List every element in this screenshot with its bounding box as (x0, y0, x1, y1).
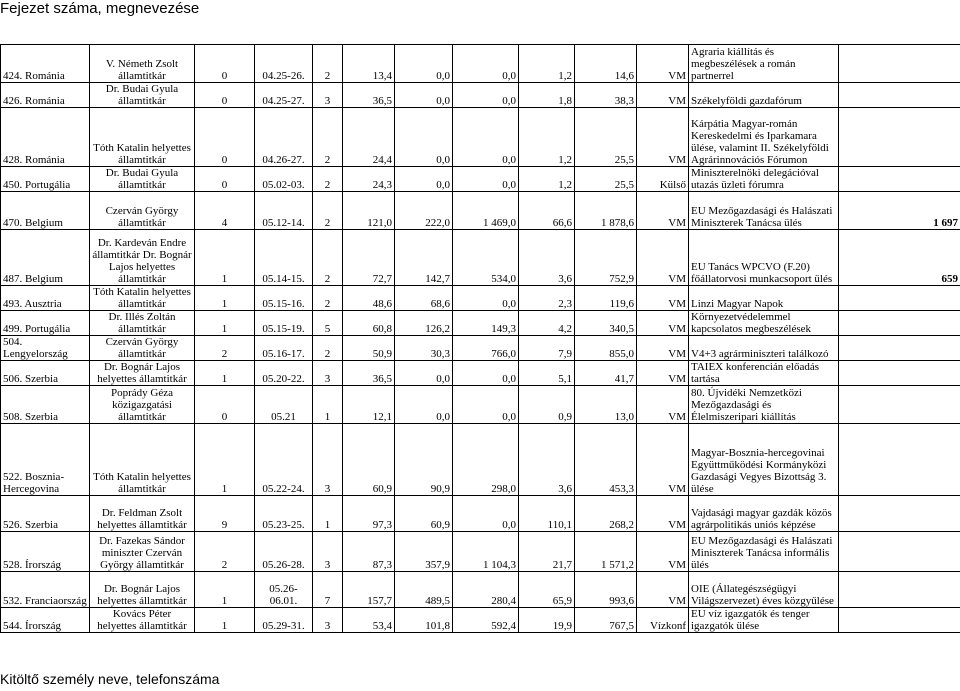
date-cell: 04.25-27. (255, 83, 313, 108)
person-cell: Dr. Feldman Zsolt helyettes államtitkár (90, 496, 195, 532)
date-cell: 05.20-22. (255, 361, 313, 386)
sum-cell (839, 608, 960, 633)
date-cell: 04.25-26. (255, 45, 313, 83)
cost-2-cell: 142,7 (395, 230, 453, 286)
cost-2-cell: 222,0 (395, 192, 453, 230)
note-cell: Környezetvédelemmel kapcsolatos megbeszélések (689, 311, 839, 336)
type-cell: Külső (637, 167, 689, 192)
table-row (1, 361, 960, 386)
footer-contact-label: Kitöltő személy neve, telefonszáma (0, 671, 220, 687)
sum-cell (839, 336, 960, 361)
date-cell: 05.15-19. (255, 311, 313, 336)
count-cell: 1 (195, 608, 255, 633)
type-cell: VM (637, 108, 689, 167)
cost-1-cell: 53,4 (343, 608, 395, 633)
days-cell: 2 (313, 167, 343, 192)
cost-4-cell: 65,9 (519, 572, 575, 608)
type-cell: VM (637, 192, 689, 230)
cost-total-cell: 13,0 (575, 386, 637, 424)
days-cell: 3 (313, 608, 343, 633)
type-cell: VM (637, 496, 689, 532)
sum-cell (839, 108, 960, 167)
count-cell: 0 (195, 386, 255, 424)
cost-4-cell: 0,9 (519, 386, 575, 424)
sum-cell (839, 424, 960, 496)
row-id-cell: 470. Belgium (1, 192, 90, 230)
table-row (1, 336, 960, 361)
cost-total-cell: 41,7 (575, 361, 637, 386)
cost-2-cell: 0,0 (395, 45, 453, 83)
person-cell: Tóth Katalin helyettes államtitkár (90, 286, 195, 311)
cost-3-cell: 298,0 (453, 424, 519, 496)
cost-4-cell: 2,3 (519, 286, 575, 311)
person-cell: V. Németh Zsolt államtitkár (90, 45, 195, 83)
days-cell: 1 (313, 496, 343, 532)
sum-cell (839, 532, 960, 572)
count-cell: 0 (195, 108, 255, 167)
cost-3-cell: 149,3 (453, 311, 519, 336)
row-id-cell: 487. Belgium (1, 230, 90, 286)
note-cell: EU víz igazgatók és tenger igazgatók ülése (689, 608, 839, 633)
note-cell: Magyar-Bosznia-hercegovinai Együttműködési Kormányközi Gazdasági Vegyes Bizottság 3. ülése (689, 424, 839, 496)
count-cell: 1 (195, 361, 255, 386)
days-cell: 7 (313, 572, 343, 608)
sum-cell (839, 311, 960, 336)
table-row (1, 167, 960, 192)
sum-cell: 1 697 (839, 192, 960, 230)
cost-2-cell: 0,0 (395, 361, 453, 386)
cost-1-cell: 12,1 (343, 386, 395, 424)
sum-cell (839, 167, 960, 192)
days-cell: 3 (313, 532, 343, 572)
cost-1-cell: 24,4 (343, 108, 395, 167)
days-cell: 3 (313, 83, 343, 108)
cost-4-cell: 21,7 (519, 532, 575, 572)
cost-3-cell: 0,0 (453, 167, 519, 192)
cost-3-cell: 0,0 (453, 361, 519, 386)
row-id-cell: 544. Írország (1, 608, 90, 633)
cost-total-cell: 25,5 (575, 108, 637, 167)
count-cell: 1 (195, 311, 255, 336)
cost-3-cell: 0,0 (453, 386, 519, 424)
table-row (1, 608, 960, 633)
note-cell: Miniszterelnöki delegációval utazás üzleti fórumra (689, 167, 839, 192)
count-cell: 0 (195, 167, 255, 192)
count-cell: 0 (195, 45, 255, 83)
cost-4-cell: 3,6 (519, 230, 575, 286)
date-cell: 05.02-03. (255, 167, 313, 192)
cost-4-cell: 3,6 (519, 424, 575, 496)
cost-2-cell: 357,9 (395, 532, 453, 572)
cost-2-cell: 101,8 (395, 608, 453, 633)
days-cell: 5 (313, 311, 343, 336)
cost-1-cell: 13,4 (343, 45, 395, 83)
cost-2-cell: 0,0 (395, 386, 453, 424)
cost-2-cell: 0,0 (395, 167, 453, 192)
sum-cell (839, 496, 960, 532)
table-row (1, 572, 960, 608)
cost-3-cell: 766,0 (453, 336, 519, 361)
table-row (1, 230, 960, 286)
cost-2-cell: 0,0 (395, 108, 453, 167)
note-cell: TAIEX konferencián előadás tartása (689, 361, 839, 386)
row-id-cell: 506. Szerbia (1, 361, 90, 386)
cost-4-cell: 5,1 (519, 361, 575, 386)
note-cell: Vajdasági magyar gazdák közös agrárpolitikás uniós képzése (689, 496, 839, 532)
cost-4-cell: 1,2 (519, 45, 575, 83)
count-cell: 2 (195, 532, 255, 572)
type-cell: VM (637, 230, 689, 286)
table-row (1, 311, 960, 336)
sum-cell (839, 45, 960, 83)
count-cell: 0 (195, 83, 255, 108)
cost-2-cell: 0,0 (395, 83, 453, 108)
cost-4-cell: 1,8 (519, 83, 575, 108)
cost-3-cell: 280,4 (453, 572, 519, 608)
type-cell: VM (637, 361, 689, 386)
cost-4-cell: 66,6 (519, 192, 575, 230)
note-cell: Agraria kiállítás és megbeszélések a román partnerrel (689, 45, 839, 83)
count-cell: 2 (195, 336, 255, 361)
table-row (1, 192, 960, 230)
sum-cell (839, 361, 960, 386)
table-row (1, 424, 960, 496)
cost-total-cell: 119,6 (575, 286, 637, 311)
person-cell: Dr. Bognár Lajos helyettes államtitkár (90, 361, 195, 386)
person-cell: Czerván György államtitkár (90, 336, 195, 361)
cost-total-cell: 38,3 (575, 83, 637, 108)
person-cell: Czerván György államtitkár (90, 192, 195, 230)
type-cell: VM (637, 424, 689, 496)
type-cell: VM (637, 572, 689, 608)
type-cell: VM (637, 45, 689, 83)
cost-total-cell: 752,9 (575, 230, 637, 286)
type-cell: VM (637, 386, 689, 424)
type-cell: Vízkonf (637, 608, 689, 633)
note-cell: Linzi Magyar Napok (689, 286, 839, 311)
days-cell: 2 (313, 45, 343, 83)
table-row (1, 286, 960, 311)
row-id-cell: 428. Románia (1, 108, 90, 167)
note-cell: EU Tanács WPCVO (F.20) főállatorvosi munkacsoport ülés (689, 230, 839, 286)
person-cell: Dr. Kardeván Endre államtitkár Dr. Bognár Lajos helyettes államtitkár (90, 230, 195, 286)
cost-1-cell: 36,5 (343, 361, 395, 386)
note-cell: 80. Újvidéki Nemzetközi Mezőgazdasági és Élelmiszeripari kiállítás (689, 386, 839, 424)
count-cell: 1 (195, 230, 255, 286)
table-row (1, 108, 960, 167)
date-cell: 05.16-17. (255, 336, 313, 361)
note-cell: EU Mezőgazdasági és Halászati Miniszterek Tanácsa informális ülés (689, 532, 839, 572)
note-cell: Székelyföldi gazdafórum (689, 83, 839, 108)
row-id-cell: 504. Lengyelország (1, 336, 90, 361)
cost-1-cell: 60,9 (343, 424, 395, 496)
cost-2-cell: 126,2 (395, 311, 453, 336)
person-cell: Kovács Péter helyettes államtitkár (90, 608, 195, 633)
cost-3-cell: 0,0 (453, 496, 519, 532)
cost-1-cell: 50,9 (343, 336, 395, 361)
cost-2-cell: 489,5 (395, 572, 453, 608)
date-cell: 05.15-16. (255, 286, 313, 311)
days-cell: 3 (313, 424, 343, 496)
cost-2-cell: 30,3 (395, 336, 453, 361)
row-id-cell: 508. Szerbia (1, 386, 90, 424)
table-row (1, 532, 960, 572)
date-cell: 05.26-28. (255, 532, 313, 572)
cost-1-cell: 36,5 (343, 83, 395, 108)
note-cell: Kárpátia Magyar-román Kereskedelmi és Iparkamara ülése, valamint II. Székelyföldi Agrárinnovációs Fórumon (689, 108, 839, 167)
cost-3-cell: 0,0 (453, 286, 519, 311)
table-row (1, 45, 960, 83)
cost-1-cell: 24,3 (343, 167, 395, 192)
cost-4-cell: 4,2 (519, 311, 575, 336)
cost-3-cell: 0,0 (453, 108, 519, 167)
cost-total-cell: 25,5 (575, 167, 637, 192)
cost-4-cell: 19,9 (519, 608, 575, 633)
days-cell: 2 (313, 336, 343, 361)
days-cell: 2 (313, 230, 343, 286)
cost-3-cell: 592,4 (453, 608, 519, 633)
days-cell: 3 (313, 361, 343, 386)
row-id-cell: 450. Portugália (1, 167, 90, 192)
note-cell: EU Mezőgazdasági és Halászati Miniszterek Tanácsa ülés (689, 192, 839, 230)
cost-1-cell: 72,7 (343, 230, 395, 286)
cost-total-cell: 1 878,6 (575, 192, 637, 230)
cost-1-cell: 48,6 (343, 286, 395, 311)
days-cell: 2 (313, 286, 343, 311)
count-cell: 1 (195, 424, 255, 496)
cost-total-cell: 340,5 (575, 311, 637, 336)
person-cell: Dr. Budai Gyula államtitkár (90, 167, 195, 192)
cost-1-cell: 87,3 (343, 532, 395, 572)
person-cell: Dr. Bognár Lajos helyettes államtitkár (90, 572, 195, 608)
cost-3-cell: 534,0 (453, 230, 519, 286)
person-cell: Tóth Katalin helyettes államtitkár (90, 424, 195, 496)
sum-cell (839, 83, 960, 108)
cost-3-cell: 0,0 (453, 45, 519, 83)
cost-1-cell: 60,8 (343, 311, 395, 336)
cost-1-cell: 97,3 (343, 496, 395, 532)
date-cell: 05.12-14. (255, 192, 313, 230)
days-cell: 2 (313, 192, 343, 230)
cost-4-cell: 1,2 (519, 167, 575, 192)
date-cell: 05.29-31. (255, 608, 313, 633)
row-id-cell: 526. Szerbia (1, 496, 90, 532)
count-cell: 1 (195, 572, 255, 608)
count-cell: 4 (195, 192, 255, 230)
note-cell: V4+3 agrárminiszteri találkozó (689, 336, 839, 361)
date-cell: 05.14-15. (255, 230, 313, 286)
days-cell: 1 (313, 386, 343, 424)
delegation-table (0, 44, 960, 633)
cost-3-cell: 1 469,0 (453, 192, 519, 230)
cost-total-cell: 1 571,2 (575, 532, 637, 572)
row-id-cell: 532. Franciaország (1, 572, 90, 608)
date-cell: 05.23-25. (255, 496, 313, 532)
row-id-cell: 493. Ausztria (1, 286, 90, 311)
cost-total-cell: 453,3 (575, 424, 637, 496)
sum-cell (839, 286, 960, 311)
cost-4-cell: 7,9 (519, 336, 575, 361)
table-row (1, 386, 960, 424)
table-row (1, 496, 960, 532)
row-id-cell: 426. Románia (1, 83, 90, 108)
cost-total-cell: 268,2 (575, 496, 637, 532)
cost-total-cell: 14,6 (575, 45, 637, 83)
cost-4-cell: 110,1 (519, 496, 575, 532)
cost-total-cell: 767,5 (575, 608, 637, 633)
row-id-cell: 499. Portugália (1, 311, 90, 336)
table-row (1, 83, 960, 108)
cost-2-cell: 60,9 (395, 496, 453, 532)
days-cell: 2 (313, 108, 343, 167)
sum-cell (839, 572, 960, 608)
count-cell: 9 (195, 496, 255, 532)
person-cell: Poprády Géza közigazgatási államtitkár (90, 386, 195, 424)
cost-3-cell: 1 104,3 (453, 532, 519, 572)
cost-4-cell: 1,2 (519, 108, 575, 167)
type-cell: VM (637, 83, 689, 108)
date-cell: 05.21 (255, 386, 313, 424)
person-cell: Tóth Katalin helyettes államtitkár (90, 108, 195, 167)
count-cell: 1 (195, 286, 255, 311)
cost-2-cell: 68,6 (395, 286, 453, 311)
cost-total-cell: 993,6 (575, 572, 637, 608)
date-cell: 05.22-24. (255, 424, 313, 496)
date-cell: 05.26-06.01. (255, 572, 313, 608)
date-cell: 04.26-27. (255, 108, 313, 167)
person-cell: Dr. Fazekas Sándor miniszter Czerván György államtitkár (90, 532, 195, 572)
cost-1-cell: 121,0 (343, 192, 395, 230)
sum-cell: 659 (839, 230, 960, 286)
row-id-cell: 522. Bosznia-Hercegovina (1, 424, 90, 496)
row-id-cell: 528. Írország (1, 532, 90, 572)
cost-2-cell: 90,9 (395, 424, 453, 496)
type-cell: VM (637, 336, 689, 361)
page-title: Fejezet száma, megnevezése (0, 0, 200, 17)
cost-3-cell: 0,0 (453, 83, 519, 108)
sum-cell (839, 386, 960, 424)
person-cell: Dr. Budai Gyula államtitkár (90, 83, 195, 108)
cost-1-cell: 157,7 (343, 572, 395, 608)
type-cell: VM (637, 311, 689, 336)
cost-total-cell: 855,0 (575, 336, 637, 361)
row-id-cell: 424. Románia (1, 45, 90, 83)
person-cell: Dr. Illés Zoltán államtitkár (90, 311, 195, 336)
type-cell: VM (637, 532, 689, 572)
note-cell: OIE (Állategészségügyi Világszervezet) éves közgyűlése (689, 572, 839, 608)
type-cell: VM (637, 286, 689, 311)
